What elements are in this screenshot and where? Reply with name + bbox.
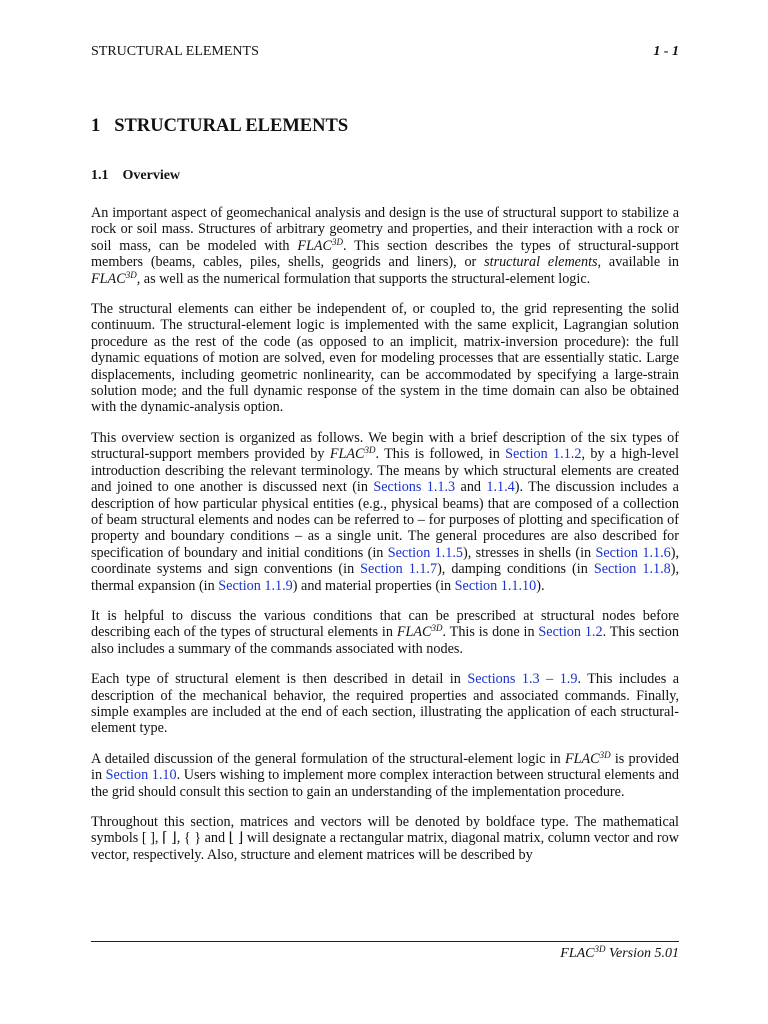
section-heading — [91, 167, 180, 185]
link-section-1-1-5[interactable]: Section 1.1.5 — [387, 544, 464, 561]
link-section-1-1-6[interactable]: Section 1.1.6 — [595, 544, 671, 561]
link-section-1-1-8[interactable]: Section 1.1.8 — [593, 561, 671, 578]
running-header-page-number: 1 - 1 — [653, 44, 679, 59]
link-section-1-10[interactable]: Section 1.10 — [105, 767, 177, 784]
flac3d-term: $FLAC^{3D}$ — [329, 445, 376, 463]
chapter-title: STRUCTURAL ELEMENTS — [114, 116, 349, 136]
paragraph-5: Each type of structural element is then described in detail in Sections 1.3 – 1.9. This includes a description of the mechanical behavior, the required properties and associated commands. Finally, simple examples are included at the end of each section, illustrating the application of each structural-element type. — [91, 671, 680, 737]
running-header-title: STRUCTURAL ELEMENTS — [91, 44, 259, 59]
flac3d-term: $FLAC^{3D}$ — [91, 269, 137, 287]
paragraph-3: This overview section is organized as follows. We begin with a brief description of the six types of structural-support members provided by $FLAC^{3D}$. This is followed, in Section 1.1.2, by a high-level introduction describing the relevant terminology. The means by which structural elements are created and joined to one another is discussed next (in Sections 1.1.3 and 1.1.4). The discussion includes a description of how particular physical entities (e.g., physical beams) that are composed of a collection of beam structural elements and nodes can be referred to – for purposes of plotting and specification of property and boundary conditions – as a single unit. The general procedures are also described for specification of boundary and initial conditions (in Section 1.1.5), stresses in shells (in Section 1.1.6), coordinate systems and sign conventions (in Section 1.1.7), damping conditions (in Section 1.1.8), thermal expansion (in Section 1.1.9) and material properties (in Section 1.1.10). — [91, 429, 680, 594]
section-title: Overview — [122, 168, 181, 183]
emphasis-structural-elements: structural elements — [484, 254, 598, 271]
link-section-1-1-9[interactable]: Section 1.1.9 — [218, 577, 293, 594]
link-section-1-1-4[interactable]: 1.1.4 — [486, 479, 515, 496]
link-section-1-1-7[interactable]: Section 1.1.7 — [360, 561, 438, 578]
footer-version: $FLAC^{3D}$ Version 5.01 — [560, 944, 679, 961]
flac3d-term: $FLAC^{3D}$ — [396, 623, 443, 641]
link-sections-1-1-3[interactable]: Sections 1.1.3 — [373, 479, 456, 496]
symbol-row-vector: ⌊ ⌋ — [228, 830, 244, 847]
paragraph-1: An important aspect of geomechanical analysis and design is the use of structural support to stabilize a rock or soil mass. Structures of arbitrary geometry and properties, and their interaction with a rock or soil mass, can be modeled with $FLAC^{3D}$. This section describes the types of structural-support members (beams, cables, piles, shells, geogrids and liners), or structural elements, available in $FLAC^{3D}$, as well as the numerical formulation that supports the structural-element logic. — [91, 205, 680, 287]
flac3d-term: $FLAC^{3D}$ — [564, 749, 611, 767]
link-section-1-1-10[interactable]: Section 1.1.10 — [454, 577, 537, 594]
paragraph-7: Throughout this section, matrices and vectors will be denoted by boldface type. The mathematical symbols [ ], ⌈ ⌋, { } and ⌊ ⌋ will designate a rectangular matrix, diagonal matrix, column vector and row vector, respectively. Also, structure and element matrices will be described by — [91, 814, 679, 863]
flac3d-term: $FLAC^{3D}$ — [297, 236, 344, 254]
body-text — [91, 205, 679, 877]
footer-rule — [91, 941, 679, 942]
symbol-column-vector: { } — [183, 830, 202, 847]
symbol-diagonal-matrix: ⌈ ⌋ — [162, 830, 177, 847]
chapter-number: 1 — [91, 116, 101, 136]
symbol-rectangular-matrix: [ ] — [141, 830, 155, 847]
paragraph-2: The structural elements can either be independent of, or coupled to, the grid representing the solid continuum. The structural-element logic is implemented with the same explicit, Lagrangian solution procedure as the rest of the code (as opposed to an implicit, matrix-inversion procedure): the full dynamic equations of motion are solved, even for modeling processes that are essentially static. Large displacements, including geometric nonlinearity, can be accommodated by specifying a large-strain solution mode; and the full dynamic response of the system in the time domain can also be obtained with the dynamic-analysis option. — [91, 301, 679, 416]
document-page — [91, 0, 679, 1024]
link-section-1-1-2[interactable]: Section 1.1.2 — [505, 446, 582, 463]
paragraph-6: A detailed discussion of the general formulation of the structural-element logic in $FLAC^{3D}$ is provided in Section 1.10. Users wishing to implement more complex interaction between structural elements and the grid should consult this section to gain an understanding of the implementation procedure. — [91, 749, 679, 800]
chapter-heading — [91, 114, 348, 138]
section-number: 1.1 — [91, 168, 109, 183]
paragraph-4: It is helpful to discuss the various conditions that can be prescribed at structural nodes before describing each of the types of structural elements in $FLAC^{3D}$. This is done in Section 1.2. This section also includes a summary of the commands associated with nodes. — [91, 607, 679, 657]
link-sections-1-3-to-1-9[interactable]: Sections 1.3 – 1.9 — [467, 671, 578, 688]
link-section-1-2[interactable]: Section 1.2 — [538, 624, 603, 641]
